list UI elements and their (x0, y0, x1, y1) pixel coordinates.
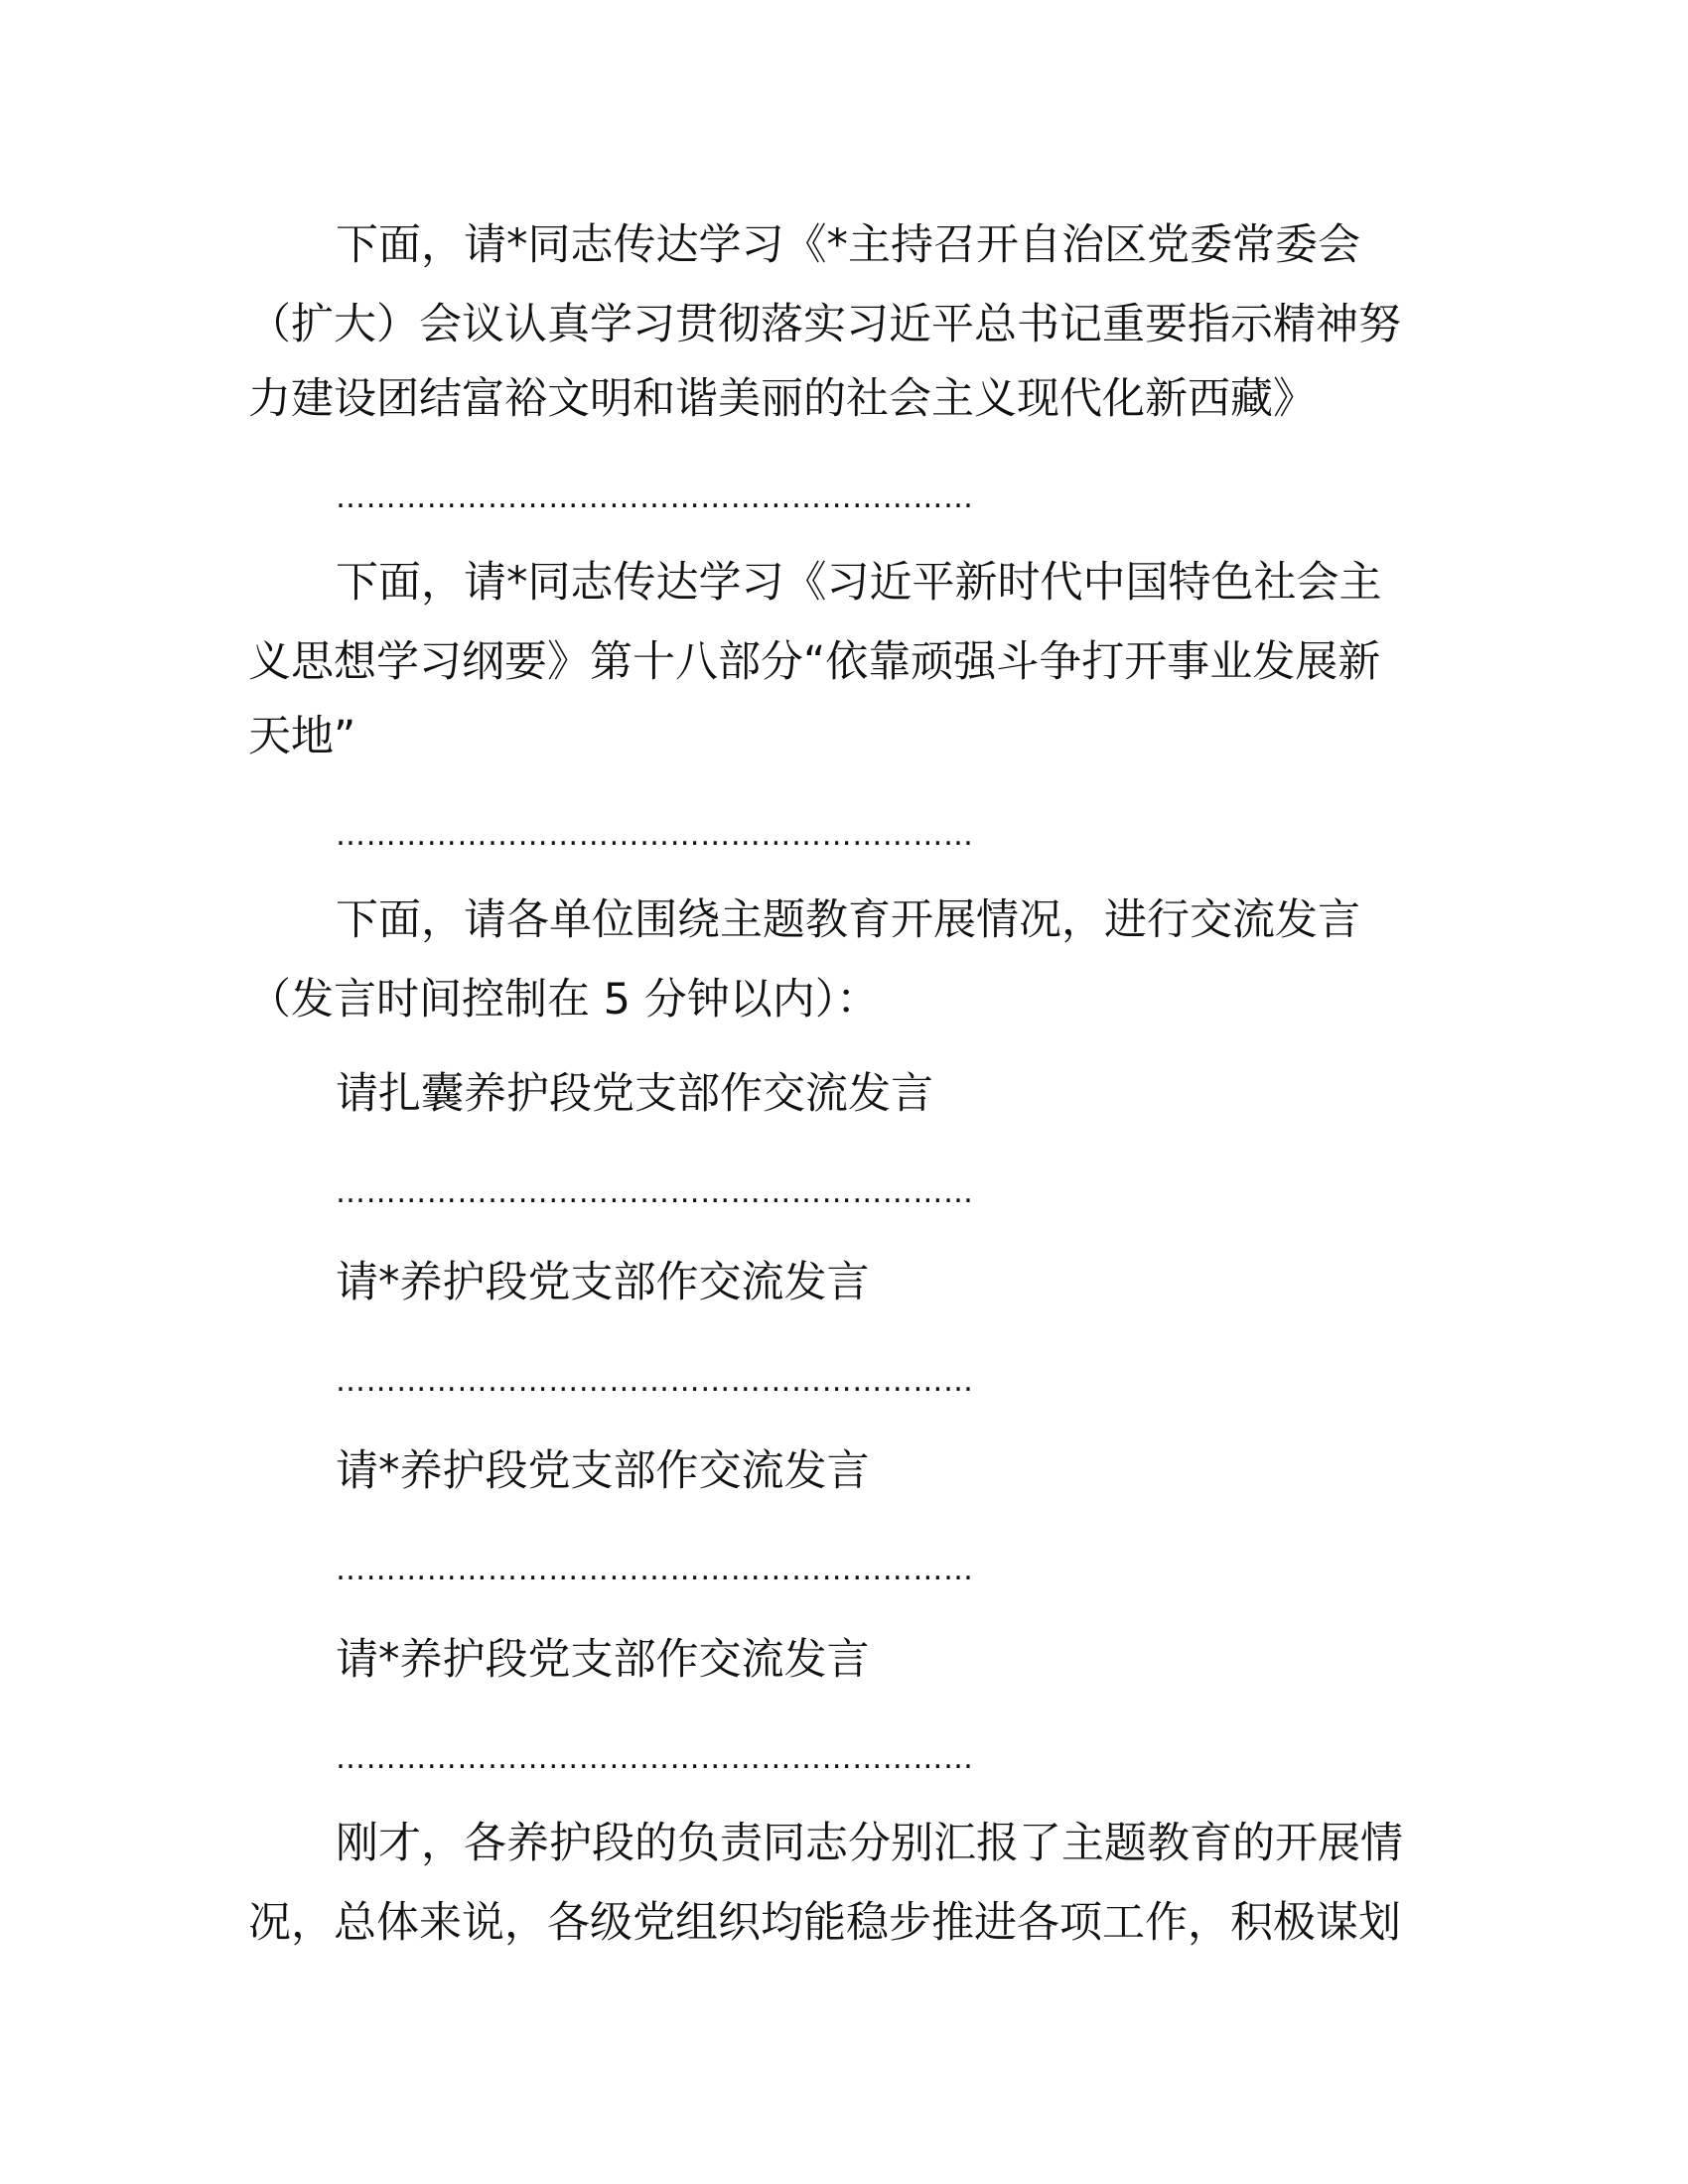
paragraph-3-line-1: 下面，请各单位围绕主题教育开展情况，进行交流发言 (336, 895, 1360, 945)
closing-paragraph-line-1: 刚才，各养护段的负责同志分别汇报了主题教育的开展情 (336, 1819, 1403, 1868)
ellipsis-divider-6: ……………………………………………………… (336, 1741, 974, 1776)
ellipsis-divider-4: ……………………………………………………… (336, 1364, 974, 1399)
ellipsis-divider-5: ……………………………………………………… (336, 1553, 974, 1587)
paragraph-2-line-3: 天地” (248, 712, 356, 761)
speaker-item-2: 请*养护段党支部作交流发言 (336, 1258, 870, 1307)
speaker-item-1: 请扎囊养护段党支部作交流发言 (336, 1069, 933, 1119)
paragraph-2-line-1: 下面，请*同志传达学习《习近平新时代中国特色社会主 (336, 558, 1382, 608)
paragraph-1-line-3: 力建设团结富裕文明和谐美丽的社会主义现代化新西藏》 (248, 374, 1316, 424)
paragraph-2-line-2: 义思想学习纲要》第十八部分“依靠顽强斗争打开事业发展新 (248, 637, 1381, 687)
paragraph-1-line-2: （扩大）会议认真学习贯彻落实习近平总书记重要指示精神努 (248, 300, 1401, 349)
closing-paragraph-line-2: 况，总体来说，各级党组织均能稳步推进各项工作，积极谋划 (248, 1898, 1401, 1948)
paragraph-3-line-2: （发言时间控制在 5 分钟以内）： (248, 975, 880, 1024)
ellipsis-divider-2: ……………………………………………………… (336, 818, 974, 853)
ellipsis-divider-1: ……………………………………………………… (336, 480, 974, 515)
speaker-item-3: 请*养护段党支部作交流发言 (336, 1446, 870, 1496)
speaker-item-4: 请*养护段党支部作交流发言 (336, 1635, 870, 1685)
ellipsis-divider-3: ……………………………………………………… (336, 1175, 974, 1210)
paragraph-1-line-1: 下面，请*同志传达学习《*主持召开自治区党委常委会 (336, 220, 1360, 270)
